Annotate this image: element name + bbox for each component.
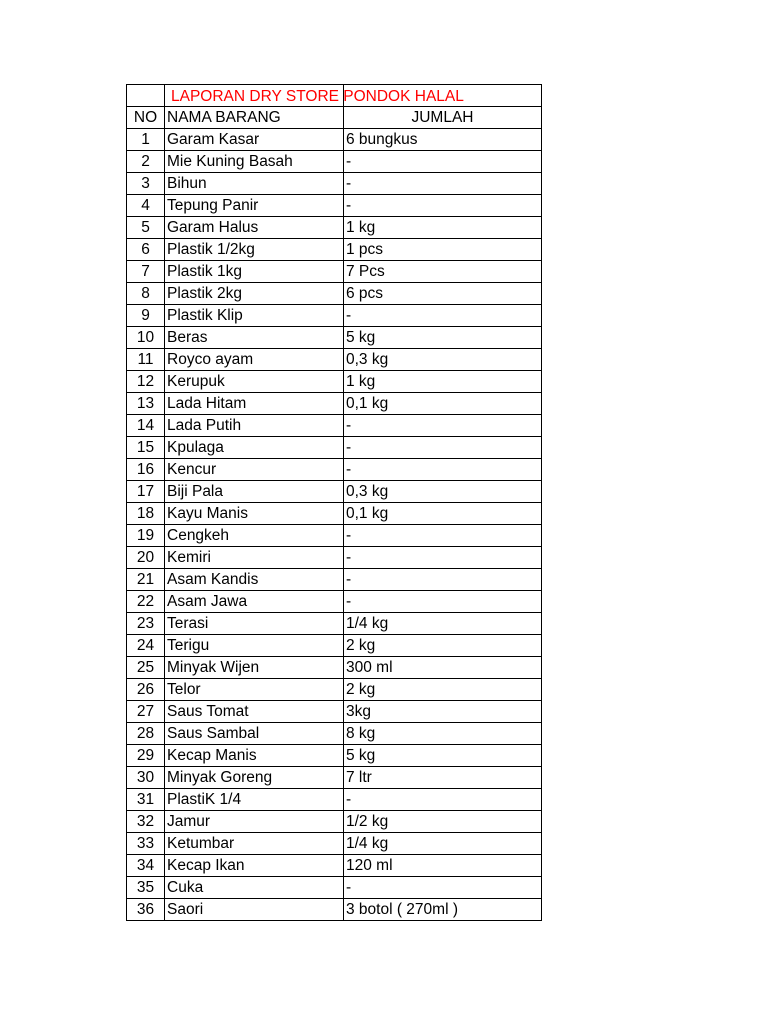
table-row (127, 326, 542, 348)
item-quantity: - (344, 150, 542, 172)
row-number: 36 (127, 898, 165, 920)
table-row (127, 590, 542, 612)
item-name: Minyak Wijen (165, 656, 344, 678)
row-number: 32 (127, 810, 165, 832)
dry-store-report-table (126, 84, 542, 921)
table-row (127, 414, 542, 436)
table-row (127, 150, 542, 172)
table-row (127, 876, 542, 898)
row-number: 22 (127, 590, 165, 612)
table-row (127, 216, 542, 238)
item-name: Jamur (165, 810, 344, 832)
table-row (127, 194, 542, 216)
item-quantity: - (344, 546, 542, 568)
table-row (127, 656, 542, 678)
table-row (127, 502, 542, 524)
item-quantity: - (344, 172, 542, 194)
table-row (127, 546, 542, 568)
item-name: Garam Kasar (165, 128, 344, 150)
item-quantity: 1/4 kg (344, 612, 542, 634)
item-name: Cuka (165, 876, 344, 898)
row-number: 26 (127, 678, 165, 700)
table-row (127, 172, 542, 194)
item-name: Plastik 2kg (165, 282, 344, 304)
row-number: 4 (127, 194, 165, 216)
row-number: 1 (127, 128, 165, 150)
table-row (127, 722, 542, 744)
row-number: 8 (127, 282, 165, 304)
table-row (127, 568, 542, 590)
table-row (127, 436, 542, 458)
item-name: Plastik 1/2kg (165, 238, 344, 260)
item-name: Kecap Manis (165, 744, 344, 766)
item-name: Kecap Ikan (165, 854, 344, 876)
item-name: Minyak Goreng (165, 766, 344, 788)
row-number: 28 (127, 722, 165, 744)
title-cell-empty (344, 85, 542, 107)
item-name: Terasi (165, 612, 344, 634)
table-row (127, 282, 542, 304)
item-quantity: - (344, 788, 542, 810)
item-name: Terigu (165, 634, 344, 656)
table-row (127, 788, 542, 810)
table-row (127, 612, 542, 634)
table-row (127, 348, 542, 370)
table-row (127, 458, 542, 480)
table-row (127, 810, 542, 832)
item-quantity: 7 Pcs (344, 260, 542, 282)
row-number: 12 (127, 370, 165, 392)
table-row (127, 678, 542, 700)
item-quantity: - (344, 568, 542, 590)
item-quantity: 6 bungkus (344, 128, 542, 150)
item-quantity: - (344, 414, 542, 436)
row-number: 29 (127, 744, 165, 766)
item-quantity: 0,1 kg (344, 392, 542, 414)
item-quantity: 1 pcs (344, 238, 542, 260)
row-number: 15 (127, 436, 165, 458)
table-row (127, 524, 542, 546)
row-number: 13 (127, 392, 165, 414)
row-number: 30 (127, 766, 165, 788)
table-body (127, 85, 542, 921)
row-number: 31 (127, 788, 165, 810)
item-name: Saus Sambal (165, 722, 344, 744)
item-quantity: 2 kg (344, 678, 542, 700)
item-name: Garam Halus (165, 216, 344, 238)
row-number: 2 (127, 150, 165, 172)
row-number: 5 (127, 216, 165, 238)
table-row (127, 634, 542, 656)
title-row (127, 85, 542, 107)
item-name: Mie Kuning Basah (165, 150, 344, 172)
item-name: Kerupuk (165, 370, 344, 392)
row-number: 27 (127, 700, 165, 722)
header-row (127, 106, 542, 128)
item-quantity: 5 kg (344, 326, 542, 348)
item-name: Saori (165, 898, 344, 920)
table-row (127, 744, 542, 766)
item-name: Beras (165, 326, 344, 348)
table-row (127, 480, 542, 502)
item-quantity: 3 botol ( 270ml ) (344, 898, 542, 920)
item-quantity: 2 kg (344, 634, 542, 656)
item-quantity: 300 ml (344, 656, 542, 678)
header-qty: JUMLAH (344, 106, 542, 128)
table-row (127, 260, 542, 282)
item-name: Kemiri (165, 546, 344, 568)
row-number: 10 (127, 326, 165, 348)
item-name: Telor (165, 678, 344, 700)
item-quantity: 8 kg (344, 722, 542, 744)
row-number: 6 (127, 238, 165, 260)
item-name: Lada Putih (165, 414, 344, 436)
row-number: 34 (127, 854, 165, 876)
table-row (127, 304, 542, 326)
row-number: 33 (127, 832, 165, 854)
row-number: 25 (127, 656, 165, 678)
item-quantity: 5 kg (344, 744, 542, 766)
row-number: 35 (127, 876, 165, 898)
item-quantity: 0,3 kg (344, 480, 542, 502)
table-row (127, 766, 542, 788)
table-row (127, 898, 542, 920)
item-quantity: - (344, 194, 542, 216)
item-name: Cengkeh (165, 524, 344, 546)
row-number: 11 (127, 348, 165, 370)
item-quantity: - (344, 436, 542, 458)
table-row (127, 392, 542, 414)
row-number: 18 (127, 502, 165, 524)
item-name: Biji Pala (165, 480, 344, 502)
item-name: Asam Jawa (165, 590, 344, 612)
row-number: 19 (127, 524, 165, 546)
item-quantity: 6 pcs (344, 282, 542, 304)
row-number: 9 (127, 304, 165, 326)
title-cell (127, 85, 464, 107)
item-name: Kencur (165, 458, 344, 480)
item-quantity: 1 kg (344, 370, 542, 392)
item-name: Plastik 1kg (165, 260, 344, 282)
table-row (127, 854, 542, 876)
item-quantity: - (344, 524, 542, 546)
item-quantity: 0,1 kg (344, 502, 542, 524)
row-number: 24 (127, 634, 165, 656)
item-quantity: - (344, 304, 542, 326)
item-name: Lada Hitam (165, 392, 344, 414)
item-name: Kpulaga (165, 436, 344, 458)
table-row (127, 370, 542, 392)
table-row (127, 238, 542, 260)
title-cell-empty (165, 85, 344, 107)
item-name: Ketumbar (165, 832, 344, 854)
item-quantity: 1 kg (344, 216, 542, 238)
item-quantity: 1/4 kg (344, 832, 542, 854)
header-name: NAMA BARANG (165, 106, 344, 128)
item-name: Asam Kandis (165, 568, 344, 590)
item-name: Plastik Klip (165, 304, 344, 326)
item-name: Bihun (165, 172, 344, 194)
row-number: 3 (127, 172, 165, 194)
item-name: PlastiK 1/4 (165, 788, 344, 810)
row-number: 7 (127, 260, 165, 282)
row-number: 17 (127, 480, 165, 502)
item-quantity: - (344, 876, 542, 898)
item-name: Royco ayam (165, 348, 344, 370)
item-quantity: 3kg (344, 700, 542, 722)
item-name: Kayu Manis (165, 502, 344, 524)
row-number: 16 (127, 458, 165, 480)
header-no: NO (127, 106, 165, 128)
table-row (127, 832, 542, 854)
table-row (127, 128, 542, 150)
table-row (127, 700, 542, 722)
item-name: Tepung Panir (165, 194, 344, 216)
item-quantity: 7 ltr (344, 766, 542, 788)
report-title: LAPORAN DRY STORE PONDOK HALAL (171, 88, 464, 105)
item-quantity: - (344, 458, 542, 480)
item-quantity: 120 ml (344, 854, 542, 876)
item-quantity: - (344, 590, 542, 612)
item-quantity: 0,3 kg (344, 348, 542, 370)
item-name: Saus Tomat (165, 700, 344, 722)
row-number: 20 (127, 546, 165, 568)
row-number: 14 (127, 414, 165, 436)
row-number: 21 (127, 568, 165, 590)
row-number: 23 (127, 612, 165, 634)
item-quantity: 1/2 kg (344, 810, 542, 832)
